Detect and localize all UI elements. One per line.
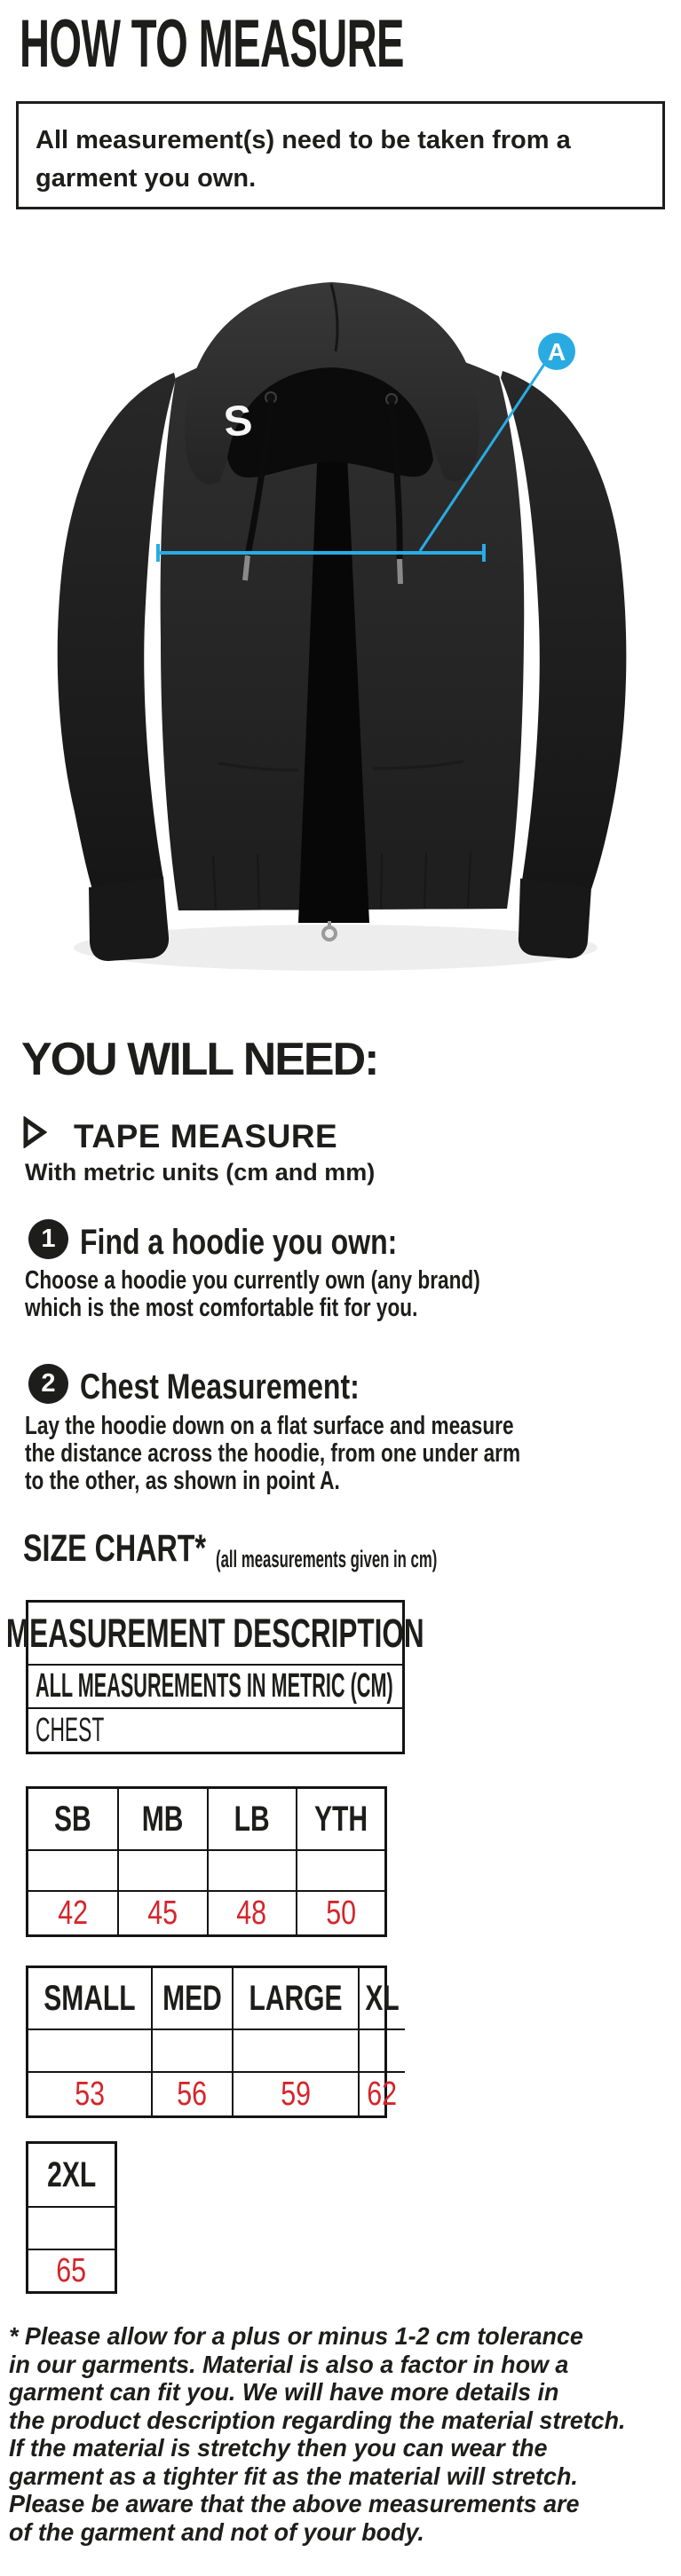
chest-value-cell: 65 xyxy=(28,2249,115,2291)
step-1-number-badge xyxy=(28,1219,68,1259)
step-1-description xyxy=(25,1267,480,1322)
chest-value-cell: 42 xyxy=(28,1890,117,1934)
hoodie-left-sleeve xyxy=(58,373,176,889)
disclaimer-line: garment as a tighter fit as the material will stretch. xyxy=(9,2462,578,2490)
step-1-line: which is the most comfortable fit for you. xyxy=(25,1294,418,1322)
tape-measure-note: With metric units (cm and mm) xyxy=(25,1159,376,1186)
empty-cell xyxy=(296,1849,384,1890)
empty-cell xyxy=(358,2029,405,2071)
units-label: ALL MEASUREMENTS IN METRIC (CM) xyxy=(36,1667,393,1705)
chest-value-cell: 56 xyxy=(151,2071,232,2115)
disclaimer-line: of the garment and not of your body. xyxy=(9,2517,424,2546)
size-column-header: MED xyxy=(151,1968,232,2029)
intro-box xyxy=(16,101,665,209)
size-column-header: YTH xyxy=(296,1789,384,1849)
disclaimer-line: garment can fit you. We will have more details in xyxy=(9,2378,559,2406)
empty-cell xyxy=(232,2029,358,2071)
you-will-need-heading: YOU WILL NEED: xyxy=(21,1034,378,1085)
size-chart-heading-note: (all measurements given in cm) xyxy=(216,1546,438,1572)
step-2-line: the distance across the hoodie, from one under arm xyxy=(25,1439,521,1468)
table-row-header xyxy=(6,1603,424,1664)
hoodie-measurement-diagram xyxy=(0,266,681,985)
measurement-description-table xyxy=(6,1600,424,1754)
size-column-header: 2XL xyxy=(46,2155,97,2194)
chest-value-cell: 59 xyxy=(232,2071,358,2115)
disclaimer-line: * Please allow for a plus or minus 1-2 cm tolerance xyxy=(9,2322,583,2350)
tape-measure-label: TAPE MEASURE xyxy=(74,1118,338,1154)
step-2-number: 2 xyxy=(41,1369,56,1398)
page-title-text: HOW TO MEASURE xyxy=(20,6,404,82)
disclaimer-line: in our garments. Material is also a factor in how a xyxy=(9,2350,569,2378)
size-column-header: SB xyxy=(54,1799,91,1839)
hoodie-left-cuff xyxy=(89,877,169,961)
disclaimer-line: Please be aware that the above measurements are xyxy=(9,2490,580,2517)
step-2-title: Chest Measurement: xyxy=(80,1367,360,1406)
hoodie-illustration xyxy=(0,266,681,985)
chest-value-cell: 45 xyxy=(117,1890,206,1934)
empty-cell xyxy=(28,2206,115,2249)
chest-value-cell: 50 xyxy=(296,1890,384,1934)
tape-measure-icon xyxy=(22,1116,47,1148)
size-table-adult xyxy=(26,1965,400,2118)
page-title xyxy=(20,6,639,82)
empty-cell xyxy=(207,1849,296,1890)
brand-logo: S xyxy=(221,397,255,446)
point-a-label: A xyxy=(547,338,566,366)
hoodie-right-cuff xyxy=(519,878,591,958)
size-column-header: XL xyxy=(358,1968,405,2029)
step-2-description xyxy=(25,1413,520,1495)
chest-label: CHEST xyxy=(36,1711,105,1749)
step-1-title: Find a hoodie you own: xyxy=(80,1223,398,1262)
step-1-number: 1 xyxy=(41,1225,56,1253)
measurement-description-label: MEASUREMENT DESCRIPTION xyxy=(6,1610,424,1656)
size-column-header: SMALL xyxy=(44,1978,136,2018)
disclaimer-line: If the material is stretchy then you can wear the xyxy=(9,2434,548,2462)
chest-value-cell: 48 xyxy=(207,1890,296,1934)
empty-cell xyxy=(117,1849,206,1890)
size-chart-heading: SIZE CHART* xyxy=(23,1527,207,1570)
size-column-header: MB xyxy=(117,1789,206,1849)
drawstring-left-aglet xyxy=(245,555,248,580)
size-table-junior xyxy=(26,1786,387,1937)
disclaimer-line: the product description regarding the material stretch. xyxy=(9,2406,626,2434)
step-1-line: Choose a hoodie you currently own (any brand) xyxy=(25,1266,480,1295)
step-2-line: Lay the hoodie down on a flat surface and measure xyxy=(25,1412,514,1440)
table-row-units xyxy=(28,1664,402,1707)
tolerance-disclaimer xyxy=(9,2322,626,2546)
chest-value-cell: 62 xyxy=(358,2071,405,2115)
step-2-number-badge xyxy=(28,1364,68,1404)
empty-cell xyxy=(151,2029,232,2071)
size-column-header: LARGE xyxy=(232,1968,358,2029)
empty-cell xyxy=(28,1849,117,1890)
size-column-header: LB xyxy=(207,1789,296,1849)
intro-line: garment you own. xyxy=(36,164,257,193)
step-2-line: to the other, as shown in point A. xyxy=(25,1467,340,1495)
chest-value-cell: 53 xyxy=(28,2071,151,2115)
empty-cell xyxy=(28,2029,151,2071)
size-table-2xl xyxy=(26,2141,117,2294)
table-row-chest xyxy=(28,1707,402,1752)
intro-line: All measurement(s) need to be taken from a xyxy=(36,126,571,154)
